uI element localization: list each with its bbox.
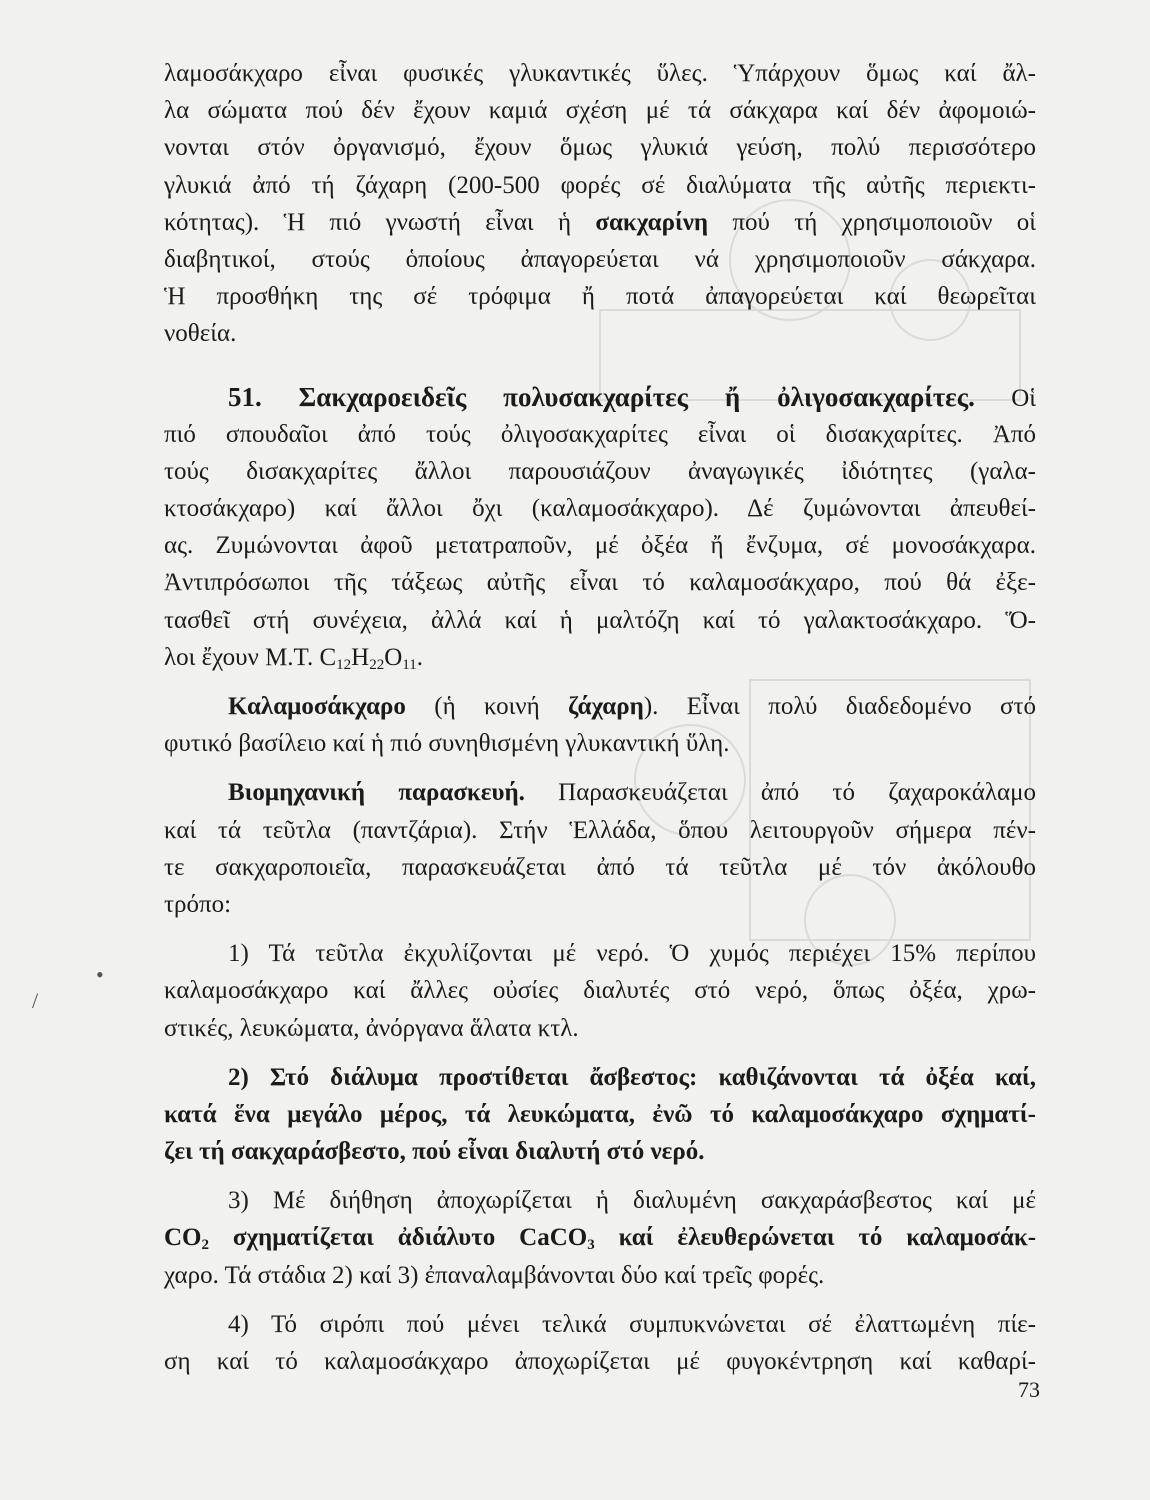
text-run: Παρασκευάζεται ἀπό τό ζαχαροκάλαμο bbox=[558, 779, 1036, 807]
subscript: 2 bbox=[201, 1237, 209, 1254]
formula-text: CO bbox=[164, 1224, 202, 1252]
text-run: κότητας). Ἡ πιό γνωστή εἶναι ἡ bbox=[164, 208, 572, 236]
subscript: 12 bbox=[336, 656, 352, 673]
text-line: γλυκιά ἀπό τή ζάχαρη (200-500 φορές σέ διαλύματα τῆς αὐτῆς περιεκτι- bbox=[164, 171, 1036, 199]
margin-slash: / bbox=[32, 988, 39, 1013]
margin-dot: • bbox=[96, 962, 104, 987]
section-51 bbox=[164, 379, 1036, 677]
text-run: σχηματίζεται ἀδιάλυτο CaCO bbox=[232, 1224, 588, 1252]
term-sugar: ζάχαρη bbox=[568, 693, 644, 720]
text-line: τούς δισακχαρίτες ἄλλοι παρουσιάζουν ἀναγωγικές ἰδιότητες (γαλα- bbox=[164, 457, 1036, 485]
text-line: λαμοσάκχαρο εἶναι φυσικές γλυκαντικές ὕλες. Ὑπάρχουν ὅμως καί ἄλ- bbox=[164, 60, 1036, 87]
formula-text: . bbox=[416, 643, 423, 671]
text-line: καλαμοσάκχαρο καί ἄλλες οὐσίες διαλυτές στό νερό, ὅπως ὀξέα, χρω- bbox=[164, 977, 1036, 1005]
text-line: τασθεῖ στή συνέχεια, ἀλλά καί ἡ μαλτόζη καί τό γαλακτοσάκχαρο. Ὅ- bbox=[164, 606, 1036, 634]
text-line: 4) Τό σιρόπι πού μένει τελικά συμπυκνώνεται σέ ἐλαττωμένη πίε- bbox=[228, 1310, 1036, 1338]
term-sucrose: Καλαμοσάκχαρο bbox=[228, 693, 406, 720]
text-line: φυτικό βασίλειο καί ἡ πιό συνηθισμένη γλυκαντική ὕλη. bbox=[164, 730, 730, 758]
text-line: διαβητικοί, στούς ὁποίους ἀπαγορεύεται νά χρησιμοποιοῦν σάκχαρα. bbox=[164, 245, 1036, 273]
text-line: τε σακχαροποιεῖα, παρασκευάζεται ἀπό τά τεῦτλα μέ τόν ἀκόλουθο bbox=[164, 853, 1036, 881]
text-line bbox=[164, 1219, 1036, 1256]
text-line bbox=[164, 688, 1036, 725]
subscript: 22 bbox=[369, 656, 385, 673]
text-line: καί τά τεῦτλα (παντζάρια). Στήν Ἑλλάδα, ὅπου λειτουργοῦν σήμερα πέν- bbox=[164, 816, 1036, 844]
text-line: στικές, λευκώματα, ἀνόργανα ἅλατα κτλ. bbox=[164, 1014, 579, 1042]
text-line: 3) Μέ διήθηση ἀποχωρίζεται ἡ διαλυμένη σακχαράσβεστος καί μέ bbox=[228, 1187, 1036, 1215]
step-4 bbox=[164, 1306, 1036, 1380]
text-line: χαρο. Τά στάδια 2) καί 3) ἐπαναλαμβάνονται δύο καί τρεῖς φορές. bbox=[164, 1261, 825, 1289]
text-line: λα σώματα πού δέν ἔχουν καμιά σχέση μέ τά σάκχαρα καί δέν ἀφομοιώ- bbox=[164, 97, 1036, 125]
term-saccharin: σακχαρίνη bbox=[595, 208, 709, 236]
paragraph-sucrose bbox=[164, 688, 1036, 762]
body-text bbox=[164, 55, 1036, 1380]
text-run: Οἱ bbox=[1011, 384, 1037, 412]
text-line: τρόπο: bbox=[164, 890, 232, 918]
text-line: ας. Ζυμώνονται ἀφοῦ μετατραποῦν, μέ ὀξέα ἤ ἔνζυμα, σέ μονοσάκχαρα. bbox=[164, 532, 1036, 560]
text-line: κατά ἕνα μεγάλο μέρος, τά λευκώματα, ἐνῶ τό καλαμοσάκχαρο σχηματί- bbox=[164, 1100, 1036, 1128]
step-1 bbox=[164, 935, 1036, 1047]
text-line: κτοσάκχαρο) καί ἄλλοι ὄχι (καλαμοσάκχαρο). Δέ ζυμώνονται ἀπευθεί- bbox=[164, 495, 1036, 523]
page-number: 73 bbox=[1018, 1377, 1040, 1402]
subscript: 11 bbox=[402, 656, 417, 673]
text-line: ση καί τό καλαμοσάκχαρο ἀποχωρίζεται μέ φυγοκέντρηση καί καθαρί- bbox=[164, 1348, 1036, 1375]
formula-text: H bbox=[351, 643, 370, 671]
text-line bbox=[164, 774, 1036, 811]
text-run: (ἡ κοινή bbox=[434, 693, 540, 720]
term-industrial-preparation: Βιομηχανική παρασκευή. bbox=[228, 779, 525, 807]
section-heading: 51. Σακχαροειδεῖς πολυσακχαρίτες ἤ ὀλιγοσακχαρίτες. bbox=[228, 381, 975, 412]
text-run: , πού εἶναι διαλυτή στό νερό. bbox=[399, 1138, 705, 1166]
text-line: Ἀντιπρόσωποι τῆς τάξεως αὐτῆς εἶναι τό καλαμοσάκχαρο, πού θά ἐξε- bbox=[164, 569, 1036, 597]
formula-text: O bbox=[384, 643, 403, 671]
text-run: πού τή χρησιμοποιοῦν οἱ bbox=[732, 208, 1037, 236]
step-2 bbox=[164, 1059, 1036, 1171]
text-line: πιό σπουδαῖοι ἀπό τούς ὀλιγοσακχαρίτες εἶναι οἱ δισακχαρίτες. Ἀπό bbox=[164, 420, 1036, 448]
term-lime-saccharate: σακχαράσβεστο bbox=[230, 1138, 400, 1166]
text-run: καί ἐλευθερώνεται τό καλαμοσάκ- bbox=[618, 1224, 1037, 1252]
paragraph-industrial bbox=[164, 774, 1036, 923]
text-line bbox=[164, 204, 1036, 241]
formula-text: λοι ἔχουν Μ.Τ. C bbox=[164, 643, 337, 671]
text-line bbox=[164, 1133, 1036, 1170]
subscript: 3 bbox=[587, 1237, 595, 1254]
text-line: 2) Στό διάλυμα προστίθεται ἄσβεστος: καθιζάνονται τά ὀξέα καί, bbox=[228, 1063, 1036, 1091]
text-line: νονται στόν ὀργανισμό, ἔχουν ὅμως γλυκιά γεύση, πολύ περισσότερο bbox=[164, 134, 1036, 162]
text-line bbox=[164, 379, 1036, 416]
text-line: 1) Τά τεῦτλα ἐκχυλίζονται μέ νερό. Ὁ χυμός περιέχει 15% περίπου bbox=[228, 940, 1036, 968]
paragraph-sweeteners bbox=[164, 55, 1036, 353]
text-line bbox=[164, 639, 1036, 676]
text-run: ζει τή bbox=[164, 1138, 225, 1166]
text-line: Ἡ προσθήκη της σέ τρόφιμα ἤ ποτά ἀπαγορεύεται καί θεωρεῖται bbox=[164, 283, 1036, 311]
step-3 bbox=[164, 1182, 1036, 1294]
text-run: ). Εἶναι πολύ διαδεδομένο στό bbox=[643, 693, 1036, 720]
text-line: νοθεία. bbox=[164, 320, 237, 348]
